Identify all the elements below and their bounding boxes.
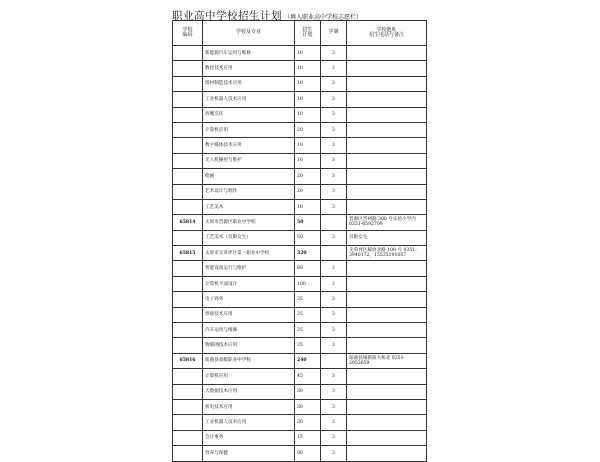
major-name-cell: 工业机器人技术应用 [203,92,295,107]
quota-cell: 10 [295,76,321,91]
system-cell [321,353,347,368]
system-cell: 3 [321,446,347,461]
school-code-cell [173,430,203,445]
school-name-cell: 太原市尖草坪区第一职业中学校 [203,246,295,261]
note-cell [347,261,427,276]
quota-cell: 30 [295,384,321,399]
major-name-cell: 计算机应用 [203,369,295,384]
header-system: 学制 [321,21,347,46]
major-name-cell: 电子商务 [203,292,295,307]
note-cell [347,323,427,338]
school-code-cell: 65814 [173,215,203,230]
quota-cell: 10 [295,199,321,214]
document-title: 职业高中学校招生计划 [172,10,282,22]
school-code-cell [173,199,203,214]
major-name-cell: 营养与保健 [203,446,295,461]
system-cell: 3 [321,61,347,76]
major-row [173,276,427,291]
system-cell: 3 [321,230,347,245]
quota-cell: 320 [295,246,321,261]
system-cell: 3 [321,323,347,338]
note-cell [347,138,427,153]
system-cell: 3 [321,307,347,322]
quota-cell: 35 [295,323,321,338]
major-row [173,261,427,276]
major-row [173,415,427,430]
school-code-cell [173,292,203,307]
major-row [173,169,427,184]
school-code-cell [173,107,203,122]
major-row [173,46,427,61]
system-cell: 3 [321,369,347,384]
major-name-cell: 工艺美术（仅限女生） [203,230,295,245]
system-cell: 3 [321,292,347,307]
note-cell: 阳曲县城新阳大桥北 0351-2953659 [347,353,427,368]
school-code-cell [173,399,203,414]
note-cell [347,122,427,137]
note-cell [347,399,427,414]
system-cell: 3 [321,107,347,122]
quota-cell: 20 [295,169,321,184]
note-cell [347,169,427,184]
system-cell: 3 [321,184,347,199]
major-row [173,199,427,214]
system-cell: 3 [321,415,347,430]
quota-cell: 50 [295,230,321,245]
major-row [173,184,427,199]
table-body [173,46,427,462]
major-row [173,230,427,245]
quota-cell: 80 [295,261,321,276]
major-row [173,92,427,107]
system-cell: 3 [321,92,347,107]
school-code-cell [173,92,203,107]
major-name-cell: 绘画 [203,169,295,184]
major-row [173,323,427,338]
note-cell [347,384,427,399]
header-school-major: 学校及专业 [203,21,295,46]
major-row [173,446,427,461]
major-name-cell: 物联网技术应用 [203,338,295,353]
system-cell: 3 [321,338,347,353]
note-cell [347,292,427,307]
school-name-cell: 阳曲县高级职业中学校 [203,353,295,368]
note-cell: 尖草坪区解放北路 108 号 0351-3940172、15535191007 [347,246,427,261]
note-cell [347,276,427,291]
quota-cell: 10 [295,61,321,76]
quota-cell: 30 [295,415,321,430]
note-cell [347,415,427,430]
quota-cell: 100 [295,276,321,291]
major-row [173,153,427,168]
note-cell [347,76,427,91]
system-cell: 3 [321,153,347,168]
major-name-cell: 无人机操控与维护 [203,153,295,168]
major-name-cell: 新能源汽车运用与维修 [203,46,295,61]
quota-cell: 15 [295,430,321,445]
major-name-cell: 焊接技术应用 [203,307,295,322]
school-row [173,353,427,368]
school-code-cell [173,307,203,322]
major-row [173,292,427,307]
header-code: 学校 编码 [173,21,203,46]
major-row [173,384,427,399]
header-quota: 招生 计划 [295,21,321,46]
quota-cell: 30 [295,399,321,414]
school-code-cell [173,338,203,353]
school-code-cell [173,138,203,153]
major-name-cell: 增材制造技术应用 [203,76,295,91]
major-name-cell: 西餐烹饪 [203,107,295,122]
major-row [173,399,427,414]
note-cell [347,92,427,107]
note-cell: 仅限女生 [347,230,427,245]
major-row [173,338,427,353]
system-cell: 3 [321,384,347,399]
school-code-cell [173,153,203,168]
major-name-cell: 艺术设计与制作 [203,184,295,199]
system-cell: 3 [321,122,347,137]
school-code-cell [173,323,203,338]
major-name-cell: 工艺美术 [203,199,295,214]
quota-cell: 35 [295,307,321,322]
major-row [173,61,427,76]
major-name-cell: 计算机平面设计 [203,276,295,291]
system-cell: 3 [321,276,347,291]
school-code-cell [173,184,203,199]
school-code-cell [173,122,203,137]
note-cell: 晋源区晋祠路 300 号实验小学内 0351-6592709 [347,215,427,230]
major-name-cell: 数字媒体技术应用 [203,138,295,153]
note-cell [347,107,427,122]
system-cell [321,246,347,261]
school-name-cell: 太原市晋源区职业中学校 [203,215,295,230]
note-cell [347,446,427,461]
note-cell [347,184,427,199]
school-code-cell: 65815 [173,246,203,261]
quota-cell: 240 [295,353,321,368]
quota-cell: 20 [295,122,321,137]
document-title-row [172,4,432,22]
major-name-cell: 智能设备运行与维护 [203,261,295,276]
header-note: 学校地址 招生电话与备注 [347,21,427,46]
quota-cell: 90 [295,446,321,461]
major-name-cell: 汽车运用与维修 [203,323,295,338]
major-row [173,307,427,322]
school-code-cell [173,46,203,61]
system-cell: 3 [321,399,347,414]
school-code-cell [173,415,203,430]
quota-cell: 10 [295,153,321,168]
quota-cell: 35 [295,292,321,307]
quota-cell: 35 [295,338,321,353]
note-cell [347,153,427,168]
note-cell [347,430,427,445]
note-cell [347,338,427,353]
major-row [173,369,427,384]
system-cell: 3 [321,261,347,276]
note-cell [347,307,427,322]
note-cell [347,369,427,384]
enrollment-plan-table [172,20,427,462]
system-cell: 3 [321,430,347,445]
major-name-cell: 计算机应用 [203,122,295,137]
note-cell [347,46,427,61]
major-name-cell: 机电技术应用 [203,399,295,414]
school-code-cell [173,261,203,276]
note-cell [347,61,427,76]
school-code-cell [173,276,203,291]
school-code-cell [173,61,203,76]
school-code-cell [173,230,203,245]
major-name-cell: 会计事务 [203,430,295,445]
school-code-cell [173,384,203,399]
system-cell: 3 [321,46,347,61]
school-row [173,215,427,230]
quota-cell: 10 [295,138,321,153]
quota-cell: 20 [295,184,321,199]
table-header-row [173,21,427,46]
quota-cell: 50 [295,215,321,230]
major-name-cell: 工业机器人技术应用 [203,415,295,430]
quota-cell: 45 [295,369,321,384]
system-cell: 3 [321,138,347,153]
school-code-cell: 65816 [173,353,203,368]
school-row [173,246,427,261]
school-code-cell [173,446,203,461]
document-subtitle: （填入职业高中学校志愿栏） [284,14,363,21]
system-cell: 3 [321,169,347,184]
major-name-cell: 大数据技术应用 [203,384,295,399]
quota-cell: 10 [295,107,321,122]
school-code-cell [173,169,203,184]
major-row [173,107,427,122]
major-row [173,122,427,137]
major-name-cell: 数控技术应用 [203,61,295,76]
school-code-cell [173,369,203,384]
system-cell [321,215,347,230]
school-code-cell [173,76,203,91]
major-row [173,430,427,445]
system-cell: 3 [321,199,347,214]
quota-cell: 10 [295,92,321,107]
major-row [173,76,427,91]
major-row [173,138,427,153]
note-cell [347,199,427,214]
system-cell: 3 [321,76,347,91]
quota-cell: 10 [295,46,321,61]
